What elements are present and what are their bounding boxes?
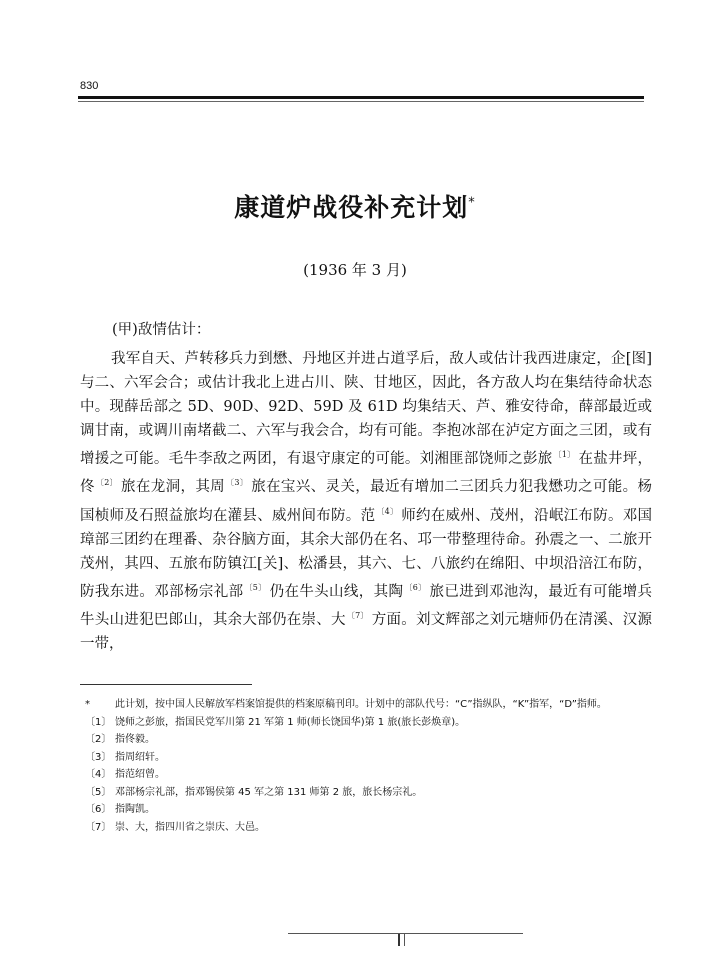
document-title: [0, 188, 710, 224]
footnote-item: [82, 766, 642, 784]
text-segment: 在盐井坪，佟: [80, 451, 653, 496]
footnote-item: [82, 819, 642, 837]
footnote-text: 指陶凯。: [115, 804, 155, 815]
page-number: 830: [80, 80, 99, 92]
footnote-text: 此计划，按中国人民解放军档案馆提供的档案原稿刊印。计划中的部队代号：“C”指纵队，“K”指军，“D”指师。: [115, 699, 607, 710]
bottom-scan-rule: [288, 933, 523, 934]
footnote-text: 指范绍曾。: [115, 769, 165, 780]
footnote-mark: 〔2〕: [85, 734, 112, 745]
footnote-text: 指佟毅。: [115, 734, 155, 745]
footnote-text: 邓部杨宗礼部，指邓锡侯第 45 军之第 131 师第 2 旅，旅长杨宗礼。: [115, 786, 423, 798]
section-heading: (甲)敌情估计：: [112, 322, 211, 338]
title-footnote-mark: *: [468, 195, 476, 211]
footnote-ref-7[interactable]: 〔7〕: [346, 610, 369, 620]
bottom-scan-mark: [398, 934, 405, 946]
footnote-item: [82, 801, 642, 819]
text-segment: 旅已进到邓池沟，最近有可能增兵牛头山进犯巴郎山，其余大部仍在崇、大: [80, 583, 653, 628]
footnote-mark: 〔7〕: [85, 821, 112, 833]
footnote-item: [82, 714, 642, 732]
footnote-text: 饶师之彭旅，指国民党军川第 21 军第 1 师(师长饶国华)第 1 旅(旅长彭焕章)。: [115, 716, 466, 728]
header-rule: [78, 96, 644, 99]
footnote-item: [82, 731, 642, 749]
footnote-item: [82, 784, 642, 802]
footnote-mark: 〔1〕: [85, 716, 112, 728]
footnote-ref-6[interactable]: 〔6〕: [404, 582, 427, 592]
footnote-mark: *: [85, 699, 90, 710]
footnotes: [82, 696, 642, 836]
footnote-ref-1[interactable]: 〔1〕: [553, 450, 576, 460]
footnote-mark: 〔3〕: [85, 751, 112, 763]
footnote-mark: 〔6〕: [85, 804, 112, 815]
text-segment: 旅在宝兴、灵关，最近有增加二三团兵力犯我懋功之可能。杨国桢师及石照益旅均在灌县、威州间布防。范: [80, 479, 653, 524]
footnote-mark: 〔5〕: [85, 786, 112, 798]
footnote-text: 指周绍轩。: [115, 751, 165, 763]
footnote-text: 崇、大，指四川省之崇庆、大邑。: [115, 821, 265, 833]
footnote-rule: [80, 684, 252, 685]
footnote-mark: 〔4〕: [85, 769, 112, 780]
text-segment: 仍在牛头山线，其陶: [269, 583, 404, 600]
footnote-item: [82, 749, 642, 767]
body-text: [80, 347, 652, 656]
footnote-ref-5[interactable]: 〔5〕: [244, 582, 267, 592]
text-segment: 方面。刘文辉部之刘元塘师仍在清溪、汉源一带，: [80, 611, 653, 653]
footnote-ref-4[interactable]: 〔4〕: [376, 506, 399, 516]
footnote-item: [82, 696, 642, 714]
header-rule-thin: [78, 101, 644, 102]
text-segment: 旅在龙洞，其周: [121, 479, 226, 496]
body-paragraph: [80, 347, 652, 656]
text-segment: 我军自天、芦转移兵力到懋、丹地区并进占道孚后，敌人或估计我西进康定，企[图]与二、六军会合；或估计我北上进占川、陕、甘地区，因此，各方敌人均在集结待命状态中。现薛岳部之 5D、90D、92D、59D 及 61D 均集结天、芦、雅安待命，薛部最近或调甘南，或调川南堵截二、六军与我会合，均有可能。李抱冰部在泸定方面之三团，或有增援之可能。毛牛李敌之两团，有退守康定的可能。刘湘匪部饶师之彭旅: [80, 351, 652, 468]
document-date: (1936 年 3 月): [303, 261, 407, 279]
footnote-ref-3[interactable]: 〔3〕: [226, 478, 249, 488]
text-segment: 师约在威州、茂州，沿岷江布防。邓国璋部三团约在理番、杂谷脑方面，其余大部仍在名、邛一带整理待命。孙震之一、二旅开茂州，其四、五旅布防镇江[关]、松潘县，其六、七、八旅约在绵阳、中坝沿涪江布防，防我东进。邓部杨宗礼部: [80, 507, 653, 600]
footnote-ref-2[interactable]: 〔2〕: [95, 478, 119, 488]
title-text: 康道炉战役补充计划: [234, 193, 469, 222]
